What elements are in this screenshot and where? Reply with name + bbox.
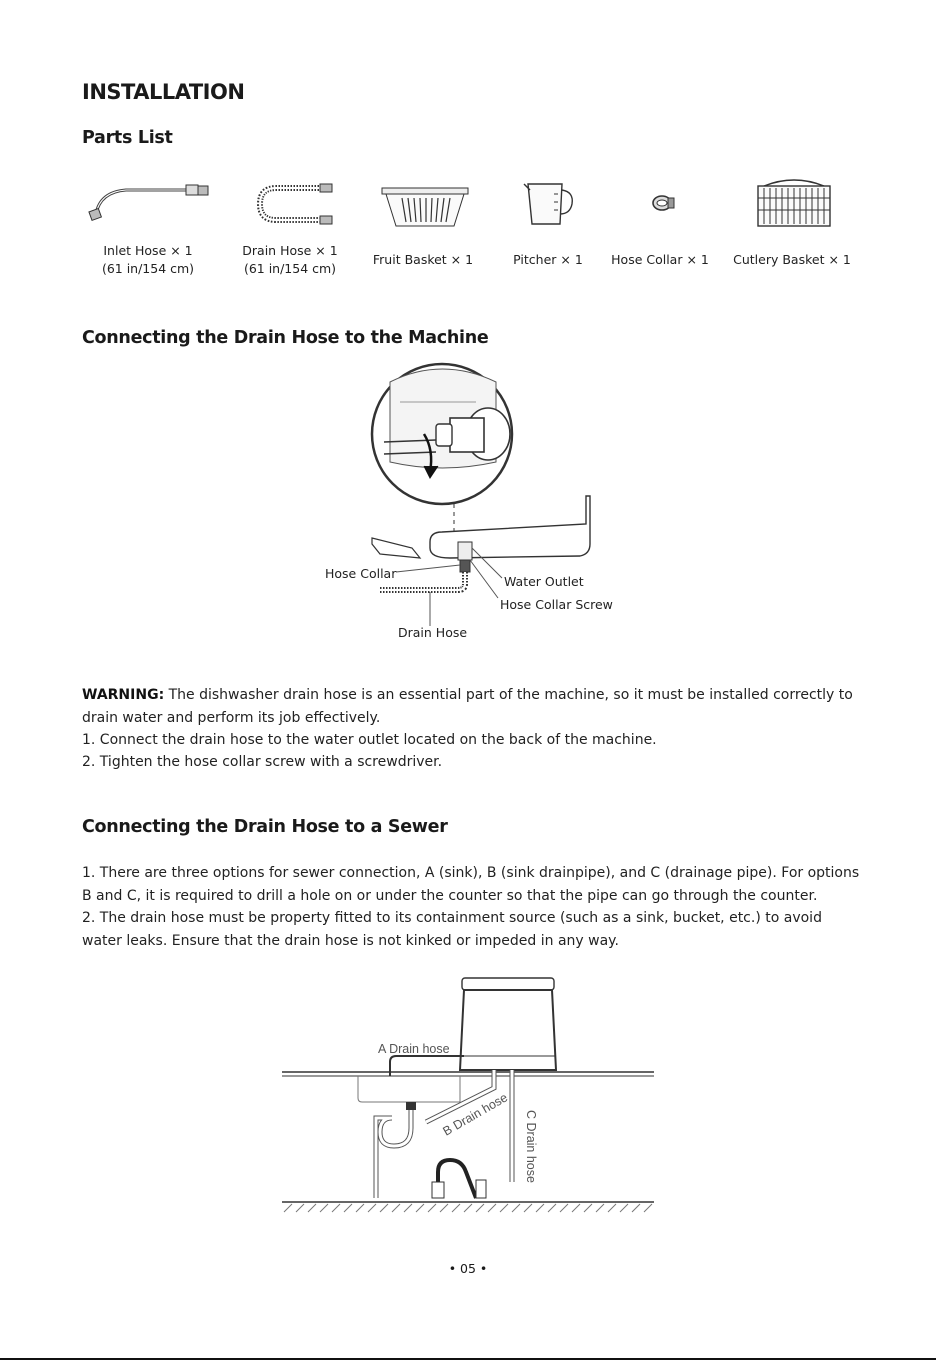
callout-drain-hose: Drain Hose xyxy=(398,625,468,640)
part-label: Drain Hose × 1 xyxy=(242,243,338,258)
part-label: Cutlery Basket × 1 xyxy=(733,252,851,267)
callout-water-outlet: Water Outlet xyxy=(504,574,584,589)
machine-drain-diagram xyxy=(300,362,640,622)
pitcher-icon xyxy=(522,180,576,228)
step-2: 2. Tighten the hose collar screw with a screwdriver. xyxy=(82,754,443,770)
sewer-paragraph-2: 2. The drain hose must be property fitted to its containment source (such as a sink, bucket, etc.) to avoid water leaks. Ensure that the drain hose is not kinked or impeded in any way. xyxy=(82,910,822,949)
part-drain-hose xyxy=(220,242,360,278)
sewer-section-heading: Connecting the Drain Hose to a Sewer xyxy=(82,817,448,837)
label-b-drain-hose: B Drain hose xyxy=(440,1090,511,1139)
warning-text: The dishwasher drain hose is an essential part of the machine, so it must be installed correctly to drain water and perform its job effectively. xyxy=(82,687,853,726)
part-label: Pitcher × 1 xyxy=(513,252,583,267)
sewer-connection-diagram xyxy=(280,976,660,1216)
callout-hose-collar-screw: Hose Collar Screw xyxy=(500,597,613,612)
label-a-drain-hose: A Drain hose xyxy=(378,1042,450,1056)
cutlery-basket-icon xyxy=(754,178,834,230)
warning-paragraph xyxy=(82,684,862,729)
label-c-drain-hose: C Drain hose xyxy=(524,1110,538,1183)
part-label: Fruit Basket × 1 xyxy=(372,252,474,267)
step-1: 1. Connect the drain hose to the water outlet located on the back of the machine. xyxy=(82,732,657,748)
part-hose-collar xyxy=(590,251,730,269)
page-title: INSTALLATION xyxy=(82,80,245,104)
part-label: Hose Collar × 1 xyxy=(611,252,709,267)
page-number: • 05 • xyxy=(448,1261,488,1276)
fruit-basket-icon xyxy=(380,180,470,230)
part-size: (61 in/154 cm) xyxy=(101,261,195,276)
part-fruit-basket xyxy=(353,251,493,269)
hose-collar-icon xyxy=(650,192,676,214)
drain-hose-icon xyxy=(254,182,338,226)
callout-hose-collar: Hose Collar xyxy=(325,566,397,581)
warning-label: WARNING: xyxy=(82,687,165,703)
bottom-rule xyxy=(0,1358,936,1360)
part-cutlery-basket xyxy=(722,251,862,269)
part-size: (61 in/154 cm) xyxy=(243,261,337,276)
parts-list-heading: Parts List xyxy=(82,128,173,148)
machine-section-heading: Connecting the Drain Hose to the Machine xyxy=(82,328,489,348)
inlet-hose-icon xyxy=(86,182,216,222)
part-inlet-hose xyxy=(78,242,218,278)
sewer-paragraph-1: 1. There are three options for sewer connection, A (sink), B (sink drainpipe), and C (drainage pipe). For options B and C, it is required to drill a hole on or under the counter so that the pipe can go through the counter. xyxy=(82,865,860,904)
part-label: Inlet Hose × 1 xyxy=(103,243,193,258)
